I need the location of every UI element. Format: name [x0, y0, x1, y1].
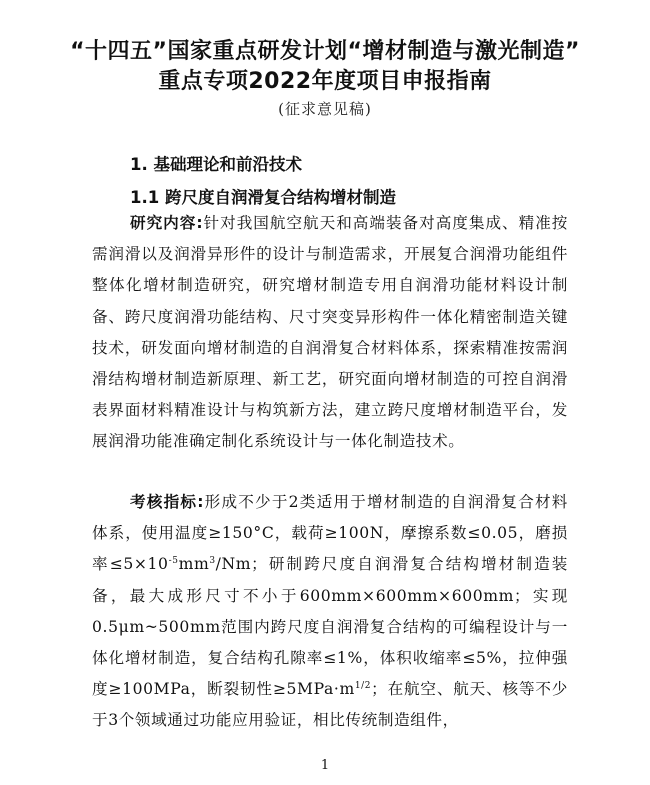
assessment-paragraph: [92, 487, 568, 737]
document-title-line-1: “十四五”国家重点研发计划“增材制造与激光制造”: [70, 39, 580, 64]
assessment-text-d: ；在航空、航天、核等不少于3个领域通过功能应用验证，相比传统制造组件，: [92, 680, 568, 730]
document-title-line-2: 重点专项2022年度项目申报指南: [158, 69, 492, 94]
assessment-text-a: 形成不少于2类适用于增材制造的自润滑复合材料体系，使用温度≥150°C，载荷≥100N，摩擦系数≤0.05，磨损率≤5×10: [92, 493, 568, 574]
section-heading-1-1: 1.1 跨尺度自润滑复合结构增材制造: [130, 188, 396, 207]
superscript-exponent: 3: [209, 556, 216, 567]
section-heading-1: 1. 基础理论和前沿技术: [130, 155, 302, 174]
research-content-label: 研究内容:: [130, 214, 204, 232]
document-subtitle: (征求意见稿): [278, 100, 372, 118]
superscript-exponent: -5: [168, 556, 179, 567]
page-number: 1: [320, 758, 330, 773]
research-content-paragraph: [92, 208, 568, 458]
assessment-text-c: /Nm；研制跨尺度自润滑复合结构增材制造装备，最大成形尺寸不小于600mm×600mm×600mm；实现0.5μm~500mm范围内跨尺度自润滑复合结构的可编程设计与一体化增材制造，复合结构孔隙率≤1%，体积收缩率≤5%，拉伸强度≥100MPa，断裂韧性≥5MPa·m: [92, 555, 568, 699]
assessment-label: 考核指标:: [130, 493, 205, 511]
superscript-exponent: 1/2: [354, 681, 372, 692]
research-content-text: 针对我国航空航天和高端装备对高度集成、精准按需润滑以及润滑异形件的设计与制造需求，开展复合润滑功能组件整体化增材制造研究，研究增材制造专用自润滑功能材料设计制备、跨尺度润滑功能结构、尺寸突变异形构件一体化精密制造关键技术，研发面向增材制造的自润滑复合材料体系，探索精准按需润滑结构增材制造新原理、新工艺，研究面向增材制造的可控自润滑表界面材料精准设计与构筑新方法，建立跨尺度增材制造平台，发展润滑功能准确定制化系统设计与一体化制造技术。: [92, 214, 568, 451]
assessment-text-b: mm: [178, 555, 210, 574]
